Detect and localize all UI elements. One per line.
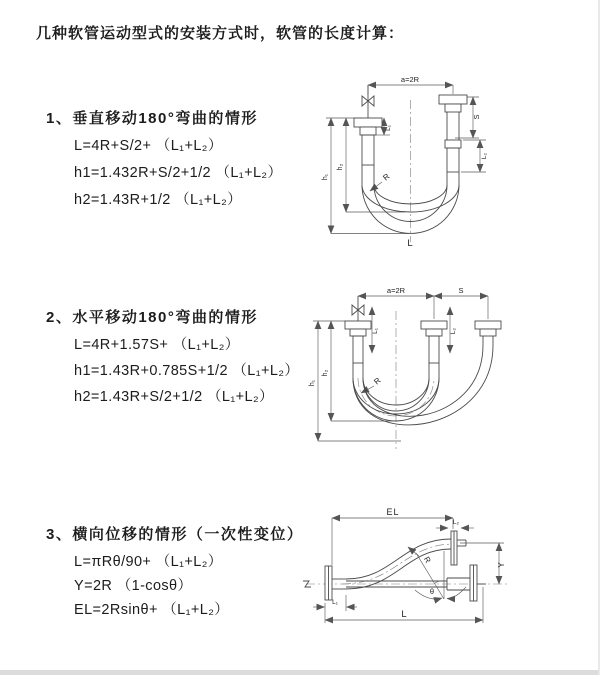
label-h1: h₁ bbox=[309, 379, 316, 387]
label-theta: θ bbox=[429, 587, 435, 596]
label-l2: L₂ bbox=[481, 152, 488, 160]
label-y: Y bbox=[497, 562, 506, 568]
section1-formula-h1: h1=1.432R+S/2+1/2 （L₁+L₂） bbox=[74, 165, 283, 181]
page-title: 几种软管运动型式的安装方式时，软管的长度计算： bbox=[36, 25, 405, 42]
label-a2r: a=2R bbox=[400, 75, 420, 84]
label-l1: L₁ bbox=[385, 125, 392, 131]
label-radius: R bbox=[372, 375, 383, 387]
section1-formula-h2: h2=1.43R+1/2 （L₁+L₂） bbox=[74, 192, 243, 208]
braid-section bbox=[429, 336, 439, 363]
section3-heading: 3、横向位移的情形（一次性变位） bbox=[46, 526, 304, 543]
section3-formula-L: L=πRθ/90+ （L₁+L₂） bbox=[74, 554, 223, 570]
section2-formula-h1: h1=1.43R+0.785S+1/2 （L₁+L₂） bbox=[74, 363, 300, 379]
section1-formula-L: L=4R+S/2+ （L₁+L₂） bbox=[74, 138, 223, 154]
label-length: L bbox=[401, 609, 407, 620]
section3-formula-EL: EL=2Rsinθ+ （L₁+L₂） bbox=[74, 602, 230, 618]
label-l1: L₁ bbox=[372, 328, 379, 334]
braid-section bbox=[353, 336, 363, 363]
label-l2: L₂ bbox=[452, 519, 460, 526]
diagram-vertical-180-bend bbox=[312, 72, 512, 252]
label-h2: h₂ bbox=[322, 369, 329, 377]
diagram-lateral-displacement bbox=[298, 503, 598, 648]
section1-heading: 1、垂直移动180°弯曲的情形 bbox=[46, 110, 258, 127]
section2-formula-h2: h2=1.43R+S/2+1/2 （L₁+L₂） bbox=[74, 389, 274, 405]
label-s: S bbox=[472, 114, 481, 120]
hose-assembly-d3 bbox=[303, 531, 486, 601]
dimension-lines-d1 bbox=[326, 85, 486, 234]
braid-section bbox=[447, 148, 459, 172]
hose-centerline bbox=[358, 311, 434, 449]
section3-formula-Y: Y=2R （1-cosθ） bbox=[74, 578, 193, 594]
section2-formula-L: L=4R+1.57S+ （L₁+L₂） bbox=[74, 337, 240, 353]
hose-assembly-d2 bbox=[345, 296, 501, 425]
dimension-lines-d2 bbox=[313, 296, 488, 441]
label-l2: L₂ bbox=[450, 327, 457, 335]
braid-section bbox=[362, 135, 374, 165]
section2-heading: 2、水平移动180°弯曲的情形 bbox=[46, 309, 258, 326]
label-radius: R bbox=[421, 555, 433, 565]
label-el: EL bbox=[386, 507, 400, 517]
label-h2: h₂ bbox=[337, 163, 344, 171]
diagram-horizontal-180-bend bbox=[306, 283, 596, 458]
label-h1: h₁ bbox=[322, 173, 329, 181]
label-radius: R bbox=[381, 171, 392, 183]
label-length: L bbox=[407, 238, 413, 249]
label-a2r: a=2R bbox=[386, 286, 406, 295]
page-bottom-edge bbox=[0, 670, 598, 675]
label-s: S bbox=[458, 286, 464, 295]
label-l1: L₁ bbox=[332, 599, 338, 606]
